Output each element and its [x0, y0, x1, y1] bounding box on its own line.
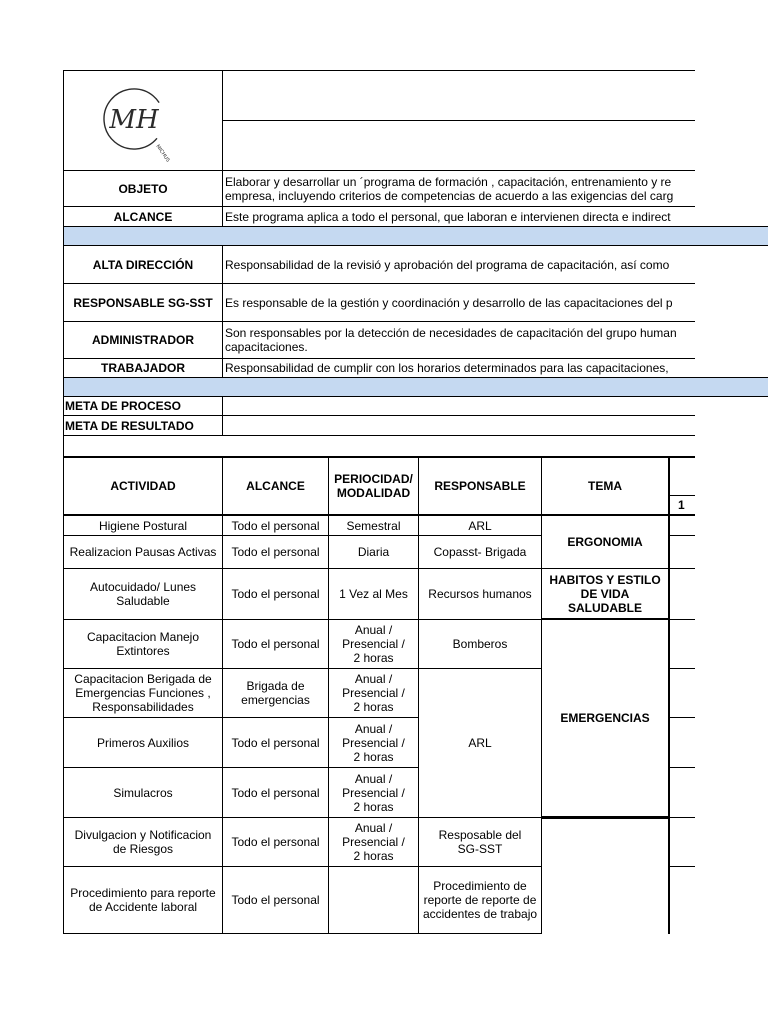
th-responsable: RESPONSABLE	[418, 456, 542, 516]
logo-monogram: MH	[109, 105, 159, 135]
th-periocidad: PERIOCIDAD/ MODALIDAD	[328, 456, 419, 516]
table-row-responsable: Bomberos	[418, 619, 542, 669]
month-cell	[669, 568, 695, 620]
role-label-administrador: ADMINISTRADOR	[63, 321, 223, 359]
table-row-periocidad: Anual / Presencial / 2 horas	[328, 767, 419, 818]
table-row-responsable: Recursos humanos	[418, 568, 542, 620]
th-alcance: ALCANCE	[222, 456, 329, 516]
role-label-responsable-sgsst: RESPONSABLE SG-SST	[63, 283, 223, 322]
month-cell	[669, 535, 695, 569]
company-logo	[92, 76, 176, 162]
table-row-actividad: Capacitacion Berigada de Emergencias Funciones , Responsabilidades	[63, 668, 223, 718]
tema-emergencias: EMERGENCIAS	[541, 619, 670, 818]
section-band-1	[63, 226, 768, 246]
table-row-responsable: ARL	[418, 515, 542, 536]
month-cell	[669, 619, 695, 669]
table-row-actividad: Primeros Auxilios	[63, 717, 223, 768]
table-row-alcance: Todo el personal	[222, 535, 329, 569]
role-text-trabajador: Responsabilidad de cumplir con los horarios determinados para las capacitaciones,	[222, 358, 695, 378]
month-cell	[669, 515, 695, 536]
table-row-periocidad: Anual / Presencial / 2 horas	[328, 817, 419, 867]
table-row-actividad: Simulacros	[63, 767, 223, 818]
meta-resultado-value	[222, 415, 695, 436]
alcance-text: Este programa aplica a todo el personal, que laboran e intervienen directa e indirect	[222, 206, 695, 227]
tema-blank	[541, 817, 670, 934]
role-label-alta-direccion: ALTA DIRECCIÓN	[63, 245, 223, 284]
objeto-text: Elaborar y desarrollar un ´programa de formación , capacitación, entrenamiento y re empresa, incluyendo criterios de competencias de acuerdo a las exigencias del carg	[222, 170, 695, 207]
table-row-alcance: Brigada de emergencias	[222, 668, 329, 718]
table-row-alcance: Todo el personal	[222, 568, 329, 620]
table-row-periocidad: Diaria	[328, 535, 419, 569]
section-band-2	[63, 377, 768, 397]
logo-ring-text: MICHUS	[154, 143, 171, 162]
table-row-periocidad	[328, 866, 419, 934]
objeto-label: OBJETO	[63, 170, 223, 207]
table-row-alcance: Todo el personal	[222, 515, 329, 536]
month-cell	[669, 717, 695, 768]
title-cell-2	[222, 120, 695, 171]
table-row-periocidad: Anual / Presencial / 2 horas	[328, 619, 419, 669]
table-row-responsable: Procedimiento de reporte de reporte de accidentes de trabajo	[418, 866, 542, 934]
month-cell	[669, 668, 695, 718]
table-row-responsable: ARL	[418, 668, 542, 818]
table-row-actividad: Procedimiento para reporte de Accidente laboral	[63, 866, 223, 934]
table-row-alcance: Todo el personal	[222, 866, 329, 934]
table-row-actividad: Divulgacion y Notificacion de Riesgos	[63, 817, 223, 867]
table-row-periocidad: 1 Vez al Mes	[328, 568, 419, 620]
table-row-responsable: Resposable del SG-SST	[418, 817, 542, 867]
th-month-group	[669, 456, 695, 496]
month-cell	[669, 767, 695, 818]
meta-proceso-value	[222, 396, 695, 416]
table-row-periocidad: Anual / Presencial / 2 horas	[328, 717, 419, 768]
table-row-alcance: Todo el personal	[222, 619, 329, 669]
tema-ergonomia: ERGONOMIA	[541, 515, 670, 569]
role-text-administrador: Son responsables por la detección de necesidades de capacitación del grupo human capacitaciones.	[222, 321, 695, 359]
month-cell	[669, 817, 695, 867]
th-actividad: ACTIVIDAD	[63, 456, 223, 516]
table-row-actividad: Autocuidado/ Lunes Saludable	[63, 568, 223, 620]
table-row-actividad: Higiene Postural	[63, 515, 223, 536]
table-row-periocidad: Anual / Presencial / 2 horas	[328, 668, 419, 718]
tema-habitos: HABITOS Y ESTILO DE VIDA SALUDABLE	[541, 568, 670, 620]
table-row-alcance: Todo el personal	[222, 717, 329, 768]
table-row-alcance: Todo el personal	[222, 767, 329, 818]
table-row-alcance: Todo el personal	[222, 817, 329, 867]
role-label-trabajador: TRABAJADOR	[63, 358, 223, 378]
month-cell	[669, 866, 695, 934]
role-text-responsable-sgsst: Es responsable de la gestión y coordinación y desarrollo de las capacitaciones del p	[222, 283, 695, 322]
role-text-alta-direccion: Responsabilidad de la revisió y aprobación del programa de capacitación, así como	[222, 245, 695, 284]
th-tema: TEMA	[541, 456, 670, 516]
table-row-responsable: Copasst- Brigada	[418, 535, 542, 569]
meta-resultado-label: META DE RESULTADO	[63, 415, 223, 436]
th-month-1: 1	[669, 495, 695, 516]
meta-proceso-label: META DE PROCESO	[63, 396, 223, 416]
table-row-actividad: Realizacion Pausas Activas	[63, 535, 223, 569]
alcance-label: ALCANCE	[63, 206, 223, 227]
table-row-periocidad: Semestral	[328, 515, 419, 536]
title-cell-1	[222, 70, 695, 121]
table-row-actividad: Capacitacion Manejo Extintores	[63, 619, 223, 669]
